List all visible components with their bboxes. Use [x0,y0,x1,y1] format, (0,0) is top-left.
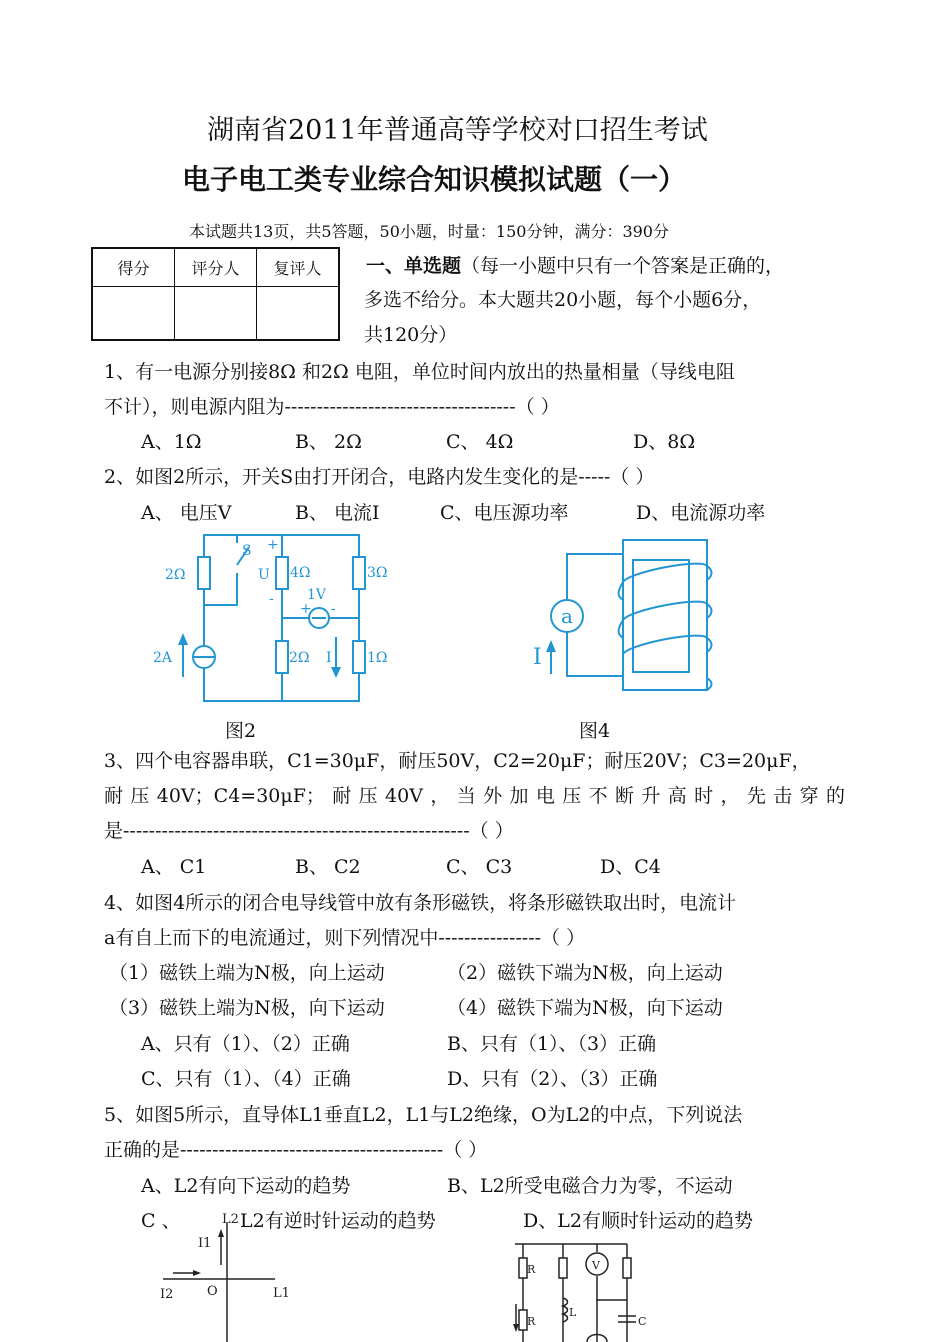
fig2-current-source-2a: 2A [153,650,173,666]
section1-heading: 一、单选题 [366,255,462,277]
q4-line1: 4、如图4所示的闭合电导线管中放有条形磁铁，将条形磁铁取出时，电流计 [104,892,737,914]
figure-4-caption: 图4 [579,720,611,742]
reviewer-header: 复评人 [257,248,340,286]
q5-line2: 正确的是-----------------------------------------（ ） [104,1139,488,1161]
q3-option-c: C、 C3 [446,856,513,878]
q5-option-b: B、L2所受电磁合力为零，不运动 [447,1175,733,1197]
q5-option-c: L2有逆时针运动的趋势 [240,1210,436,1232]
fig5-label-l2-top: L2 [222,1212,239,1227]
q1-option-d: D、8Ω [633,431,696,453]
q4-statement-4: （4）磁铁下端为N极，向下运动 [447,997,723,1019]
figure-6-circuit [505,1230,655,1342]
q5-option-d: D、L2有顺时针运动的趋势 [523,1210,753,1232]
exam-title: 湖南省2011年普通高等学校对口招生考试 [207,115,708,146]
fig2-resistor-3ohm: 3Ω [367,565,388,581]
q4-line2: a有自上而下的电流通过，则下列情况中----------------（ ） [104,927,586,949]
q1-option-c: C、 4Ω [446,431,514,453]
q1-line1: 1、有一电源分别接8Ω 和2Ω 电阻，单位时间内放出的热量相量（导线电阻 [104,361,735,383]
q4-option-b: B、只有（1）、（3）正确 [447,1033,657,1055]
q2-option-b: B、 电流I [295,502,380,524]
q4-option-a: A、只有（1）、（2）正确 [141,1033,350,1055]
fig2-minus-top: - [269,591,274,607]
fig5-label-i1: I1 [198,1236,212,1251]
reviewer-cell[interactable] [257,286,340,340]
q1-option-b: B、 2Ω [295,431,362,453]
section1-desc3: 共120分） [364,324,458,346]
score-header: 得分 [92,248,175,286]
fig2-resistor-2ohm-bottom: 2Ω [289,650,310,666]
q1-option-a: A、1Ω [141,431,202,453]
fig2-resistor-4ohm: 4Ω [290,565,311,581]
section1-line1 [366,256,784,276]
q4-statement-2: （2）磁铁下端为N极，向上运动 [447,962,723,984]
figure-2-caption: 图2 [225,720,257,742]
fig2-plus-source: + [300,601,312,617]
q2-option-d: D、电流源功率 [636,502,766,524]
q3-option-a: A、 C1 [141,856,207,878]
fig2-resistor-2ohm-left: 2Ω [165,567,186,583]
fig5-label-l1: L1 [273,1286,290,1301]
q3-line2: 耐压40V；C4=30μF；耐压40V，当外加电压不断升高时，先击穿的 [104,785,845,807]
fig6-inductor: L [569,1306,577,1319]
q3-option-d: D、C4 [600,856,661,878]
q5-line1: 5、如图5所示，直导体L1垂直L2，L1与L2绝缘，O为L2的中点，下列说法 [104,1104,743,1126]
figure-2-circuit [145,525,405,710]
q4-statement-3: （3）磁铁上端为N极，向下运动 [109,997,385,1019]
q3-option-b: B、 C2 [295,856,361,878]
q5-option-c-prefix: C 、 [141,1210,181,1232]
grader-header: 评分人 [175,248,257,286]
fig5-label-i2: I2 [160,1287,174,1302]
q4-statement-1: （1）磁铁上端为N极，向上运动 [109,962,385,984]
exam-subtitle: 电子电工类专业综合知识模拟试题（一） [182,163,687,196]
q2-option-c: C、电压源功率 [440,502,569,524]
fig2-minus-source: - [331,601,336,617]
fig2-switch-label: S [242,543,252,559]
section1-desc1: （每一小题中只有一个答案是正确的， [461,255,785,277]
q4-option-d: D、只有（2）、（3）正确 [447,1068,658,1090]
figure-5-conductors [155,1205,300,1342]
score-table [91,247,340,341]
q3-line1: 3、四个电容器串联，C1=30μF，耐压50V，C2=20μF；耐压20V；C3=20μF， [104,750,811,772]
fig2-resistor-1ohm: 1Ω [367,650,388,666]
fig6-capacitor: C [638,1315,647,1328]
fig6-resistor-top: R [527,1263,536,1276]
fig6-voltmeter: V [592,1259,600,1272]
exam-info: 本试题共13页，共5答题，50小题，时量：150分钟，满分：390分 [189,222,669,241]
fig2-current-i: I [326,650,332,666]
fig2-source-1v: 1V [307,587,327,603]
q2-option-a: A、 电压V [141,502,232,524]
q1-line2: 不计），则电源内阻为------------------------------------（ ） [104,396,560,418]
score-cell[interactable] [92,286,175,340]
fig5-label-o: O [207,1284,218,1299]
fig4-current-label: I [533,645,542,670]
section1-desc2: 多选不给分。本大题共20小题，每个小题6分， [364,289,762,311]
q4-option-c: C、只有（1）、（4）正确 [141,1068,351,1090]
fig4-meter-label: a [561,604,573,628]
q5-option-a: A、L2有向下运动的趋势 [141,1175,351,1197]
figure-4-coil [525,530,725,700]
q3-line3: 是------------------------------------------------------（ ） [104,820,514,842]
fig2-plus-top: + [267,537,279,553]
q2-line1: 2、如图2所示，开关S由打开闭合，电路内发生变化的是-----（ ） [104,466,655,488]
fig2-voltage-u: U [258,567,270,583]
fig6-resistor-bottom: R [527,1315,536,1328]
grader-cell[interactable] [175,286,257,340]
